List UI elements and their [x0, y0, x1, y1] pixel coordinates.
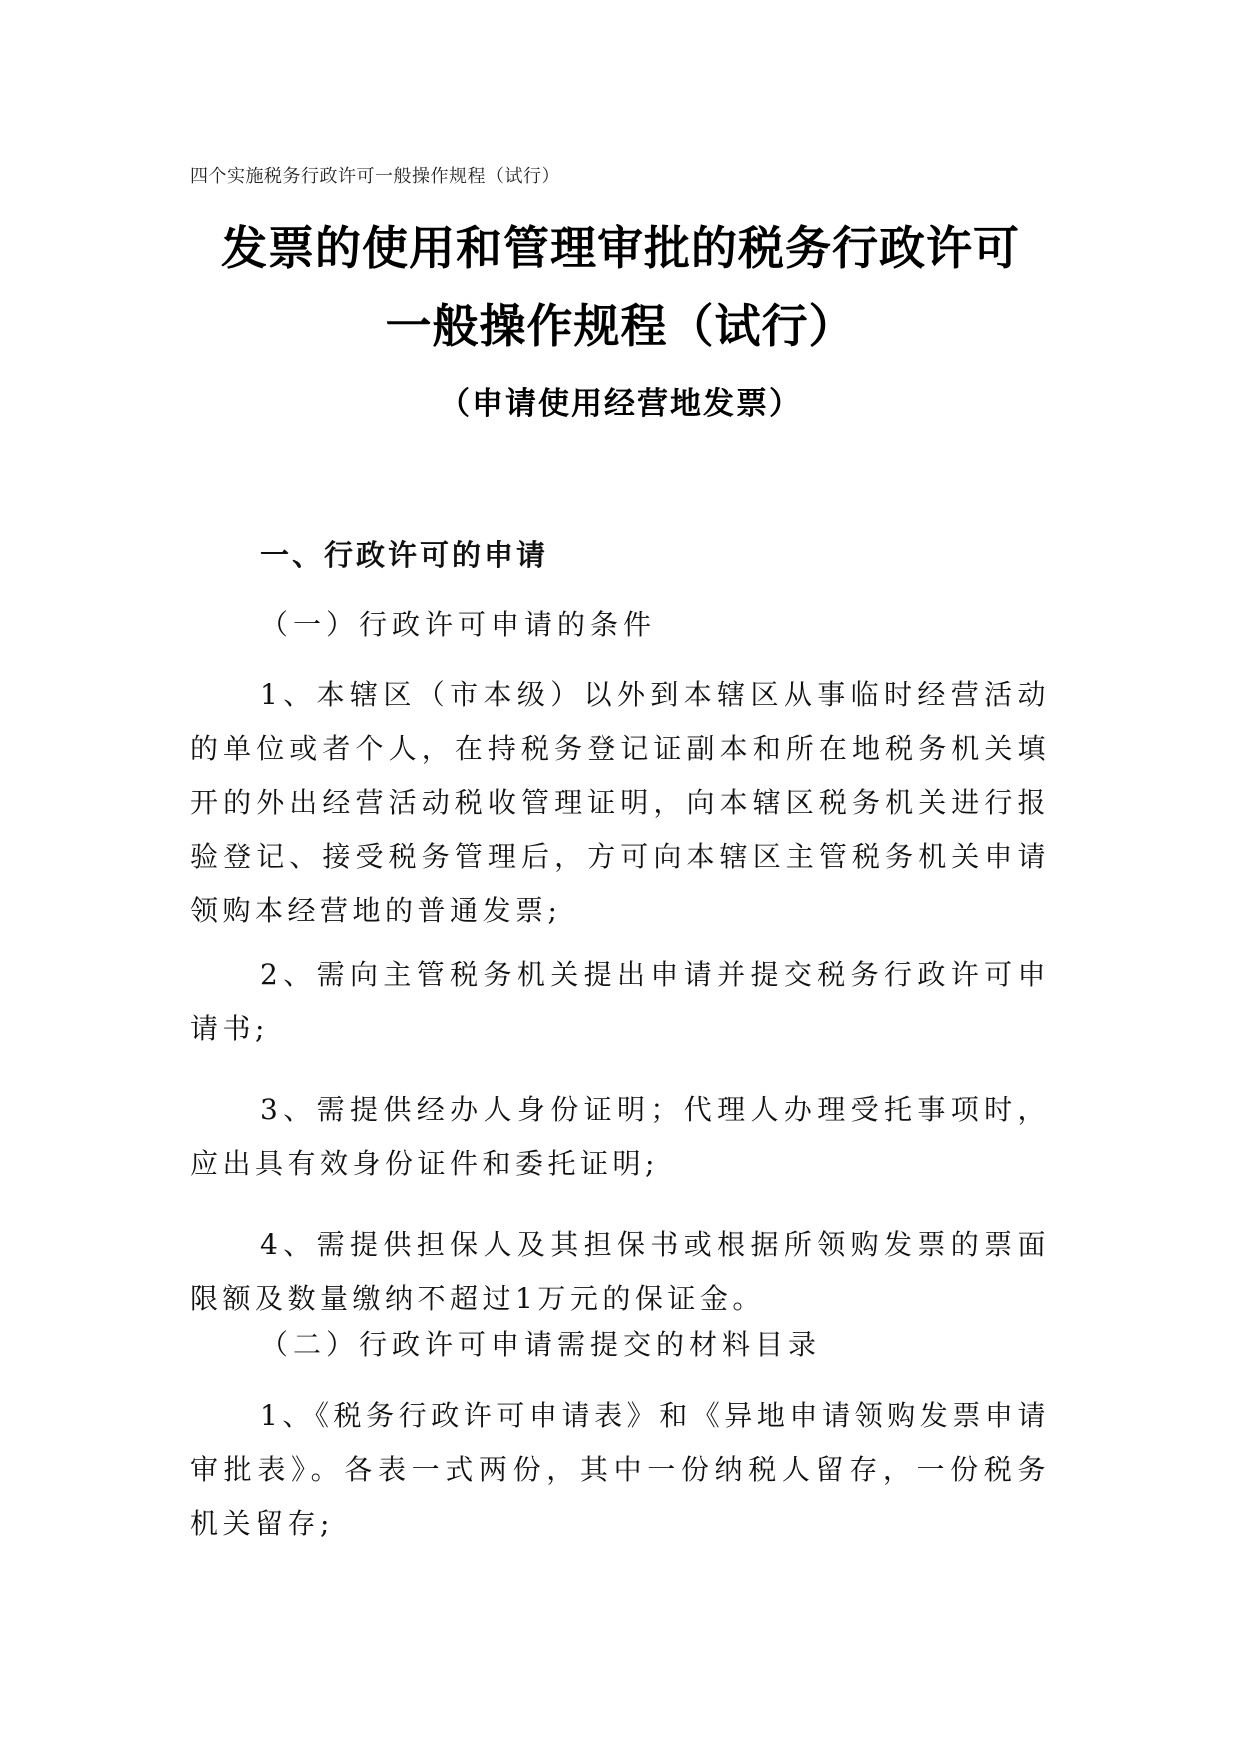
condition-item-1: 1、本辖区（市本级）以外到本辖区从事临时经营活动的单位或者个人，在持税务登记证副本和所在地税务机关填开的外出经营活动税收管理证明，向本辖区税务机关进行报验登记、接受税务管理后，方可向本辖区主管税务机关申请领购本经营地的普通发票; [190, 678, 1050, 927]
condition-item-2: 2、需向主管税务机关提出申请并提交税务行政许可申请书; [190, 958, 1050, 1045]
document-title-line2: 一般操作规程（试行） [385, 299, 856, 353]
subsection-heading-materials: （二）行政许可申请需提交的材料目录 [260, 1328, 822, 1361]
condition-item-3: 3、需提供经办人身份证明；代理人办理受托事项时，应出具有效身份证件和委托证明; [190, 1093, 1050, 1180]
document-subtitle: （申请使用经营地发票） [439, 386, 802, 422]
condition-item-4: 4、需提供担保人及其担保书或根据所领购发票的票面限额及数量缴纳不超过1万元的保证金。 [190, 1228, 1050, 1315]
material-item-1: 1、《税务行政许可申请表》和《异地申请领购发票申请审批表》。各表一式两份，其中一份纳税人留存，一份税务机关留存; [190, 1399, 1050, 1540]
running-header: 四个实施税务行政许可一般操作规程（试行） [190, 166, 560, 187]
document-title-line1: 发票的使用和管理审批的税务行政许可 [221, 221, 1020, 275]
section-heading-1: 一、行政许可的申请 [260, 538, 549, 572]
subsection-heading-conditions: （一）行政许可申请的条件 [260, 608, 657, 641]
